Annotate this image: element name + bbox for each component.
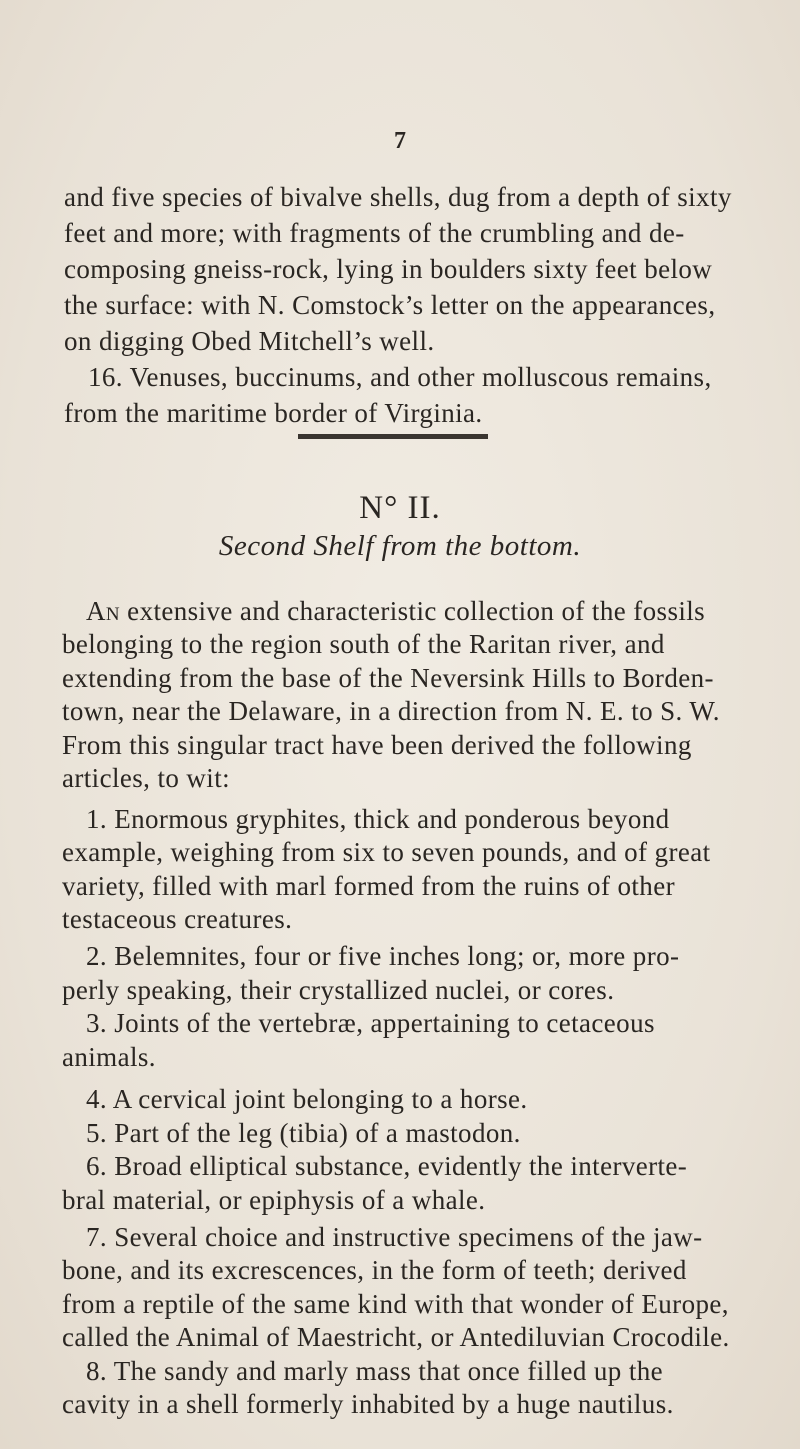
text-line: from a reptile of the same kind with that wonder of Europe,: [62, 1288, 729, 1319]
page-number: 7: [394, 128, 406, 154]
section-divider: [298, 434, 488, 439]
text-line: town, near the Delaware, in a direction from N. E. to S. W.: [62, 696, 720, 727]
text-line: [86, 596, 705, 627]
text-line: bone, and its excrescences, in the form of teeth; derived: [62, 1255, 687, 1286]
text-line: 7. Several choice and instructive specimens of the jaw-: [86, 1221, 703, 1252]
text-line: example, weighing from six to seven pounds, and of great: [62, 837, 711, 868]
text-line: 4. A cervical joint belonging to a horse.: [86, 1084, 528, 1115]
text-line: perly speaking, their crystallized nuclei, or cores.: [62, 974, 615, 1005]
text-line: bral material, or epiphysis of a whale.: [62, 1184, 486, 1215]
text-line: feet and more; with fragments of the crumbling and de-: [64, 218, 685, 248]
text-line: 3. Joints of the vertebræ, appertaining to cetaceous: [86, 1008, 655, 1039]
text-line: called the Animal of Maestricht, or Antediluvian Crocodile.: [62, 1322, 730, 1353]
text-line: extending from the base of the Neversink Hills to Borden-: [62, 662, 714, 693]
text-line: 2. Belemnites, four or five inches long; or, more pro-: [86, 941, 680, 972]
text-line: animals.: [62, 1041, 156, 1072]
text-line: belonging to the region south of the Raritan river, and: [62, 629, 665, 660]
text-line: variety, filled with marl formed from the ruins of other: [62, 870, 675, 901]
text-line: the surface: with N. Comstock’s letter on the appearances,: [64, 290, 716, 320]
text-line: From this singular tract have been derived the following: [62, 729, 692, 760]
section-number: N° II.: [359, 490, 441, 526]
text-line: 16. Venuses, buccinums, and other molluscous remains,: [88, 362, 712, 392]
text-line: and five species of bivalve shells, dug from a depth of sixty: [64, 182, 732, 212]
text-line: from the maritime border of Virginia.: [64, 398, 483, 428]
drop-word: An: [86, 596, 121, 626]
text-line-rest: extensive and characteristic collection of the fossils: [120, 596, 706, 626]
text-line: 8. The sandy and marly mass that once filled up the: [86, 1355, 664, 1386]
text-line: cavity in a shell formerly inhabited by a huge nautilus.: [62, 1389, 674, 1419]
text-line: 1. Enormous gryphites, thick and ponderous beyond: [86, 804, 670, 834]
text-line: 5. Part of the leg (tibia) of a mastodon.: [86, 1117, 521, 1148]
text-line: on digging Obed Mitchell’s well.: [64, 326, 435, 356]
text-line: 6. Broad elliptical substance, evidently the interverte-: [86, 1151, 688, 1182]
text-line: composing gneiss-rock, lying in boulders sixty feet below: [64, 254, 713, 284]
text-line: testaceous creatures.: [62, 904, 293, 935]
section-subtitle: Second Shelf from the bottom.: [218, 530, 582, 562]
text-line: articles, to wit:: [62, 763, 231, 794]
